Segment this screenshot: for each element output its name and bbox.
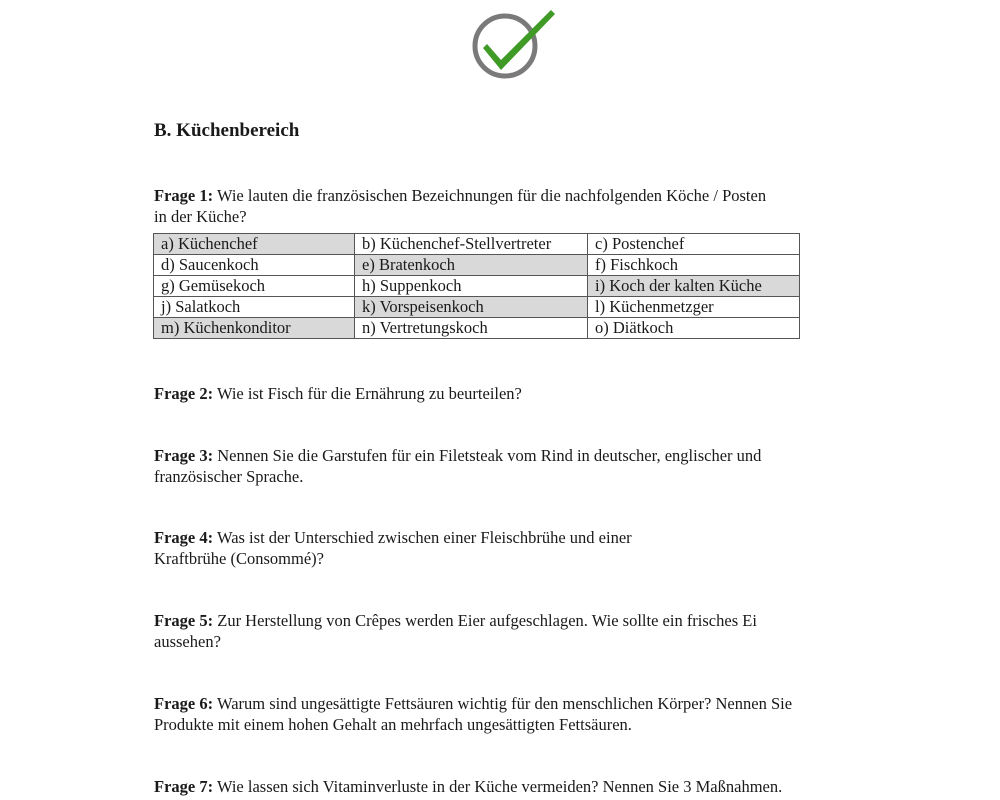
question-7 xyxy=(154,776,854,797)
question-1 xyxy=(154,185,854,227)
question-label: Frage 3: xyxy=(154,446,214,465)
question-5 xyxy=(154,610,854,652)
table-cell: o) Diätkoch xyxy=(588,318,800,339)
table-cell: l) Küchenmetzger xyxy=(588,297,800,318)
question-text: Warum sind ungesättigte Fettsäuren wichtig für den menschlichen Körper? Nennen Sie xyxy=(216,694,793,713)
question-text: Nennen Sie die Garstufen für ein Filetsteak vom Rind in deutscher, englischer und xyxy=(217,446,762,465)
question-text-cont: Produkte mit einem hohen Gehalt an mehrfach ungesättigten Fettsäuren. xyxy=(154,715,632,734)
question-4 xyxy=(154,527,854,569)
question-label: Frage 4: xyxy=(154,528,214,547)
kitchen-positions-table xyxy=(153,233,800,339)
table-cell: h) Suppenkoch xyxy=(355,276,588,297)
question-text-cont: aussehen? xyxy=(154,632,221,651)
table-row xyxy=(154,276,800,297)
table-row xyxy=(154,234,800,255)
question-label: Frage 5: xyxy=(154,611,214,630)
table-cell: a) Küchenchef xyxy=(154,234,355,255)
table-row xyxy=(154,255,800,276)
table-cell: e) Bratenkoch xyxy=(355,255,588,276)
question-text: Was ist der Unterschied zwischen einer Fleischbrühe und einer xyxy=(216,528,632,547)
question-text: Wie ist Fisch für die Ernährung zu beurteilen? xyxy=(216,384,522,403)
table-cell: b) Küchenchef-Stellvertreter xyxy=(355,234,588,255)
table-cell: f) Fischkoch xyxy=(588,255,800,276)
question-label: Frage 1: xyxy=(154,186,214,205)
question-text: Zur Herstellung von Crêpes werden Eier aufgeschlagen. Wie sollte ein frisches Ei xyxy=(217,611,757,630)
table-cell: k) Vorspeisenkoch xyxy=(355,297,588,318)
question-2 xyxy=(154,383,854,404)
table-row xyxy=(154,318,800,339)
question-label: Frage 6: xyxy=(154,694,214,713)
table-cell: m) Küchenkonditor xyxy=(154,318,355,339)
question-6 xyxy=(154,693,854,735)
checkmark-icon xyxy=(467,4,557,80)
table-cell: d) Saucenkoch xyxy=(154,255,355,276)
table-cell: g) Gemüsekoch xyxy=(154,276,355,297)
question-text: Wie lassen sich Vitaminverluste in der Küche vermeiden? Nennen Sie 3 Maßnahmen. xyxy=(216,777,783,796)
table-cell: n) Vertretungskoch xyxy=(355,318,588,339)
question-text-cont: französischer Sprache. xyxy=(154,467,304,486)
table-cell: c) Postenchef xyxy=(588,234,800,255)
question-text-cont: in der Küche? xyxy=(154,207,247,226)
question-label: Frage 7: xyxy=(154,777,214,796)
question-text-cont: Kraftbrühe (Consommé)? xyxy=(154,549,324,568)
question-text: Wie lauten die französischen Bezeichnungen für die nachfolgenden Köche / Posten xyxy=(216,186,767,205)
question-3 xyxy=(154,445,854,487)
question-label: Frage 2: xyxy=(154,384,214,403)
section-title: B. Küchenbereich xyxy=(154,120,300,141)
table-cell: j) Salatkoch xyxy=(154,297,355,318)
table-cell: i) Koch der kalten Küche xyxy=(588,276,800,297)
table-row xyxy=(154,297,800,318)
